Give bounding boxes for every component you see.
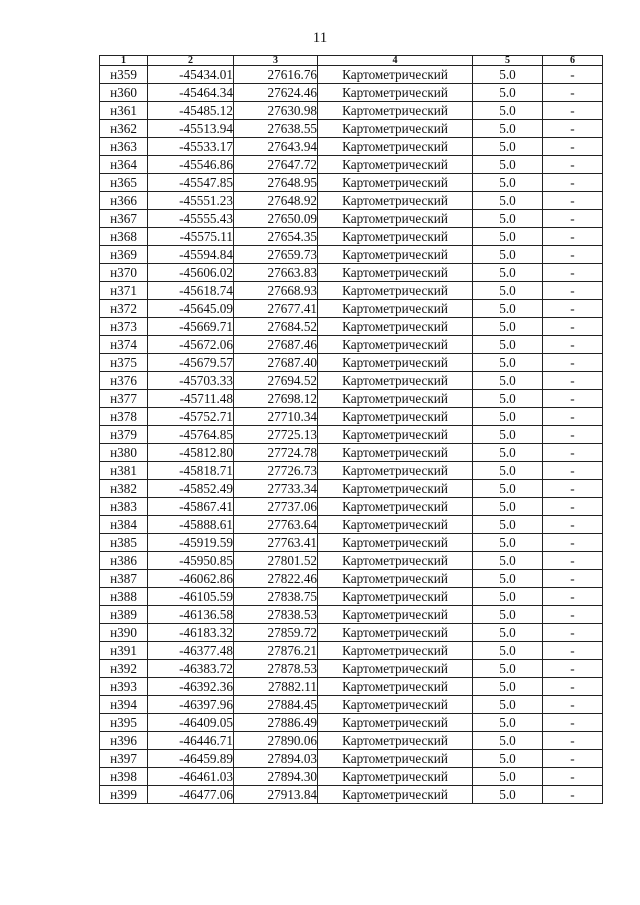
y-coordinate-cell: 27890.06 xyxy=(234,732,318,750)
accuracy-cell: 5.0 xyxy=(473,462,543,480)
note-cell: - xyxy=(543,246,603,264)
method-cell: Картометрический xyxy=(318,444,473,462)
x-coordinate-cell: -46105.59 xyxy=(148,588,234,606)
y-coordinate-cell: 27694.52 xyxy=(234,372,318,390)
y-coordinate-cell: 27668.93 xyxy=(234,282,318,300)
point-name-cell: н365 xyxy=(100,174,148,192)
x-coordinate-cell: -46183.32 xyxy=(148,624,234,642)
method-cell: Картометрический xyxy=(318,750,473,768)
method-cell: Картометрический xyxy=(318,462,473,480)
method-cell: Картометрический xyxy=(318,336,473,354)
header-col-5: 5 xyxy=(473,56,543,66)
table-body xyxy=(100,66,603,804)
point-name-cell: н388 xyxy=(100,588,148,606)
y-coordinate-cell: 27638.55 xyxy=(234,120,318,138)
table-row xyxy=(100,408,603,426)
x-coordinate-cell: -45434.01 xyxy=(148,66,234,84)
method-cell: Картометрический xyxy=(318,642,473,660)
table-row xyxy=(100,318,603,336)
x-coordinate-cell: -46136.58 xyxy=(148,606,234,624)
note-cell: - xyxy=(543,606,603,624)
y-coordinate-cell: 27822.46 xyxy=(234,570,318,588)
note-cell: - xyxy=(543,714,603,732)
method-cell: Картометрический xyxy=(318,480,473,498)
accuracy-cell: 5.0 xyxy=(473,534,543,552)
table-row xyxy=(100,642,603,660)
x-coordinate-cell: -45703.33 xyxy=(148,372,234,390)
x-coordinate-cell: -45513.94 xyxy=(148,120,234,138)
accuracy-cell: 5.0 xyxy=(473,372,543,390)
y-coordinate-cell: 27886.49 xyxy=(234,714,318,732)
point-name-cell: н391 xyxy=(100,642,148,660)
y-coordinate-cell: 27616.76 xyxy=(234,66,318,84)
table-row xyxy=(100,372,603,390)
y-coordinate-cell: 27838.75 xyxy=(234,588,318,606)
note-cell: - xyxy=(543,732,603,750)
point-name-cell: н377 xyxy=(100,390,148,408)
table-row xyxy=(100,534,603,552)
point-name-cell: н399 xyxy=(100,786,148,804)
table-row xyxy=(100,624,603,642)
y-coordinate-cell: 27710.34 xyxy=(234,408,318,426)
x-coordinate-cell: -45546.86 xyxy=(148,156,234,174)
table-row xyxy=(100,246,603,264)
note-cell: - xyxy=(543,408,603,426)
y-coordinate-cell: 27726.73 xyxy=(234,462,318,480)
accuracy-cell: 5.0 xyxy=(473,660,543,678)
point-name-cell: н370 xyxy=(100,264,148,282)
table-row xyxy=(100,498,603,516)
x-coordinate-cell: -46062.86 xyxy=(148,570,234,588)
note-cell: - xyxy=(543,372,603,390)
accuracy-cell: 5.0 xyxy=(473,444,543,462)
accuracy-cell: 5.0 xyxy=(473,210,543,228)
x-coordinate-cell: -45888.61 xyxy=(148,516,234,534)
point-name-cell: н373 xyxy=(100,318,148,336)
note-cell: - xyxy=(543,588,603,606)
method-cell: Картометрический xyxy=(318,264,473,282)
point-name-cell: н392 xyxy=(100,660,148,678)
y-coordinate-cell: 27737.06 xyxy=(234,498,318,516)
x-coordinate-cell: -45919.59 xyxy=(148,534,234,552)
method-cell: Картометрический xyxy=(318,570,473,588)
accuracy-cell: 5.0 xyxy=(473,156,543,174)
method-cell: Картометрический xyxy=(318,282,473,300)
coordinates-table xyxy=(99,55,603,804)
note-cell: - xyxy=(543,264,603,282)
x-coordinate-cell: -45547.85 xyxy=(148,174,234,192)
point-name-cell: н364 xyxy=(100,156,148,174)
accuracy-cell: 5.0 xyxy=(473,786,543,804)
y-coordinate-cell: 27894.03 xyxy=(234,750,318,768)
table-row xyxy=(100,300,603,318)
note-cell: - xyxy=(543,462,603,480)
x-coordinate-cell: -45950.85 xyxy=(148,552,234,570)
x-coordinate-cell: -45555.43 xyxy=(148,210,234,228)
accuracy-cell: 5.0 xyxy=(473,120,543,138)
page-number: 11 xyxy=(312,30,328,46)
point-name-cell: н363 xyxy=(100,138,148,156)
method-cell: Картометрический xyxy=(318,174,473,192)
x-coordinate-cell: -45594.84 xyxy=(148,246,234,264)
point-name-cell: н361 xyxy=(100,102,148,120)
method-cell: Картометрический xyxy=(318,300,473,318)
y-coordinate-cell: 27643.94 xyxy=(234,138,318,156)
table-row xyxy=(100,84,603,102)
table-row xyxy=(100,570,603,588)
point-name-cell: н393 xyxy=(100,678,148,696)
accuracy-cell: 5.0 xyxy=(473,606,543,624)
y-coordinate-cell: 27624.46 xyxy=(234,84,318,102)
point-name-cell: н382 xyxy=(100,480,148,498)
y-coordinate-cell: 27650.09 xyxy=(234,210,318,228)
y-coordinate-cell: 27724.78 xyxy=(234,444,318,462)
x-coordinate-cell: -45645.09 xyxy=(148,300,234,318)
note-cell: - xyxy=(543,624,603,642)
x-coordinate-cell: -46461.03 xyxy=(148,768,234,786)
x-coordinate-cell: -45575.11 xyxy=(148,228,234,246)
table-row xyxy=(100,552,603,570)
method-cell: Картометрический xyxy=(318,66,473,84)
table-row xyxy=(100,750,603,768)
note-cell: - xyxy=(543,480,603,498)
accuracy-cell: 5.0 xyxy=(473,768,543,786)
table-row xyxy=(100,588,603,606)
point-name-cell: н394 xyxy=(100,696,148,714)
x-coordinate-cell: -45818.71 xyxy=(148,462,234,480)
x-coordinate-cell: -45867.41 xyxy=(148,498,234,516)
table-row xyxy=(100,138,603,156)
table-row xyxy=(100,210,603,228)
x-coordinate-cell: -46397.96 xyxy=(148,696,234,714)
accuracy-cell: 5.0 xyxy=(473,696,543,714)
x-coordinate-cell: -46409.05 xyxy=(148,714,234,732)
header-col-1: 1 xyxy=(100,56,148,66)
note-cell: - xyxy=(543,498,603,516)
method-cell: Картометрический xyxy=(318,156,473,174)
accuracy-cell: 5.0 xyxy=(473,426,543,444)
accuracy-cell: 5.0 xyxy=(473,624,543,642)
point-name-cell: н385 xyxy=(100,534,148,552)
accuracy-cell: 5.0 xyxy=(473,192,543,210)
y-coordinate-cell: 27913.84 xyxy=(234,786,318,804)
point-name-cell: н371 xyxy=(100,282,148,300)
point-name-cell: н378 xyxy=(100,408,148,426)
table-row xyxy=(100,282,603,300)
accuracy-cell: 5.0 xyxy=(473,246,543,264)
point-name-cell: н398 xyxy=(100,768,148,786)
point-name-cell: н389 xyxy=(100,606,148,624)
note-cell: - xyxy=(543,552,603,570)
table-row xyxy=(100,174,603,192)
y-coordinate-cell: 27687.40 xyxy=(234,354,318,372)
table-row xyxy=(100,606,603,624)
accuracy-cell: 5.0 xyxy=(473,300,543,318)
point-name-cell: н386 xyxy=(100,552,148,570)
note-cell: - xyxy=(543,534,603,552)
y-coordinate-cell: 27698.12 xyxy=(234,390,318,408)
header-col-3: 3 xyxy=(234,56,318,66)
table-row xyxy=(100,786,603,804)
note-cell: - xyxy=(543,678,603,696)
point-name-cell: н379 xyxy=(100,426,148,444)
table-row xyxy=(100,714,603,732)
method-cell: Картометрический xyxy=(318,138,473,156)
point-name-cell: н395 xyxy=(100,714,148,732)
y-coordinate-cell: 27801.52 xyxy=(234,552,318,570)
y-coordinate-cell: 27884.45 xyxy=(234,696,318,714)
method-cell: Картометрический xyxy=(318,534,473,552)
note-cell: - xyxy=(543,336,603,354)
x-coordinate-cell: -45812.80 xyxy=(148,444,234,462)
note-cell: - xyxy=(543,156,603,174)
method-cell: Картометрический xyxy=(318,714,473,732)
y-coordinate-cell: 27677.41 xyxy=(234,300,318,318)
y-coordinate-cell: 27663.83 xyxy=(234,264,318,282)
method-cell: Картометрический xyxy=(318,678,473,696)
method-cell: Картометрический xyxy=(318,318,473,336)
x-coordinate-cell: -45464.34 xyxy=(148,84,234,102)
accuracy-cell: 5.0 xyxy=(473,264,543,282)
table-row xyxy=(100,102,603,120)
point-name-cell: н367 xyxy=(100,210,148,228)
accuracy-cell: 5.0 xyxy=(473,138,543,156)
accuracy-cell: 5.0 xyxy=(473,480,543,498)
note-cell: - xyxy=(543,120,603,138)
method-cell: Картометрический xyxy=(318,210,473,228)
x-coordinate-cell: -46377.48 xyxy=(148,642,234,660)
y-coordinate-cell: 27763.41 xyxy=(234,534,318,552)
method-cell: Картометрический xyxy=(318,246,473,264)
accuracy-cell: 5.0 xyxy=(473,282,543,300)
accuracy-cell: 5.0 xyxy=(473,642,543,660)
x-coordinate-cell: -46459.89 xyxy=(148,750,234,768)
point-name-cell: н383 xyxy=(100,498,148,516)
x-coordinate-cell: -45672.06 xyxy=(148,336,234,354)
note-cell: - xyxy=(543,642,603,660)
method-cell: Картометрический xyxy=(318,390,473,408)
note-cell: - xyxy=(543,750,603,768)
note-cell: - xyxy=(543,390,603,408)
accuracy-cell: 5.0 xyxy=(473,336,543,354)
accuracy-cell: 5.0 xyxy=(473,174,543,192)
method-cell: Картометрический xyxy=(318,516,473,534)
point-name-cell: н384 xyxy=(100,516,148,534)
table-row xyxy=(100,516,603,534)
x-coordinate-cell: -45711.48 xyxy=(148,390,234,408)
header-col-4: 4 xyxy=(318,56,473,66)
method-cell: Картометрический xyxy=(318,588,473,606)
note-cell: - xyxy=(543,84,603,102)
y-coordinate-cell: 27684.52 xyxy=(234,318,318,336)
table-row xyxy=(100,696,603,714)
note-cell: - xyxy=(543,138,603,156)
method-cell: Картометрический xyxy=(318,660,473,678)
point-name-cell: н381 xyxy=(100,462,148,480)
accuracy-cell: 5.0 xyxy=(473,732,543,750)
x-coordinate-cell: -46477.06 xyxy=(148,786,234,804)
method-cell: Картометрический xyxy=(318,606,473,624)
table-row xyxy=(100,390,603,408)
accuracy-cell: 5.0 xyxy=(473,390,543,408)
note-cell: - xyxy=(543,102,603,120)
note-cell: - xyxy=(543,696,603,714)
note-cell: - xyxy=(543,210,603,228)
point-name-cell: н387 xyxy=(100,570,148,588)
accuracy-cell: 5.0 xyxy=(473,570,543,588)
method-cell: Картометрический xyxy=(318,552,473,570)
table-row xyxy=(100,336,603,354)
method-cell: Картометрический xyxy=(318,696,473,714)
y-coordinate-cell: 27894.30 xyxy=(234,768,318,786)
table-row xyxy=(100,678,603,696)
point-name-cell: н380 xyxy=(100,444,148,462)
method-cell: Картометрический xyxy=(318,426,473,444)
point-name-cell: н369 xyxy=(100,246,148,264)
y-coordinate-cell: 27733.34 xyxy=(234,480,318,498)
table-row xyxy=(100,444,603,462)
y-coordinate-cell: 27878.53 xyxy=(234,660,318,678)
point-name-cell: н362 xyxy=(100,120,148,138)
y-coordinate-cell: 27648.92 xyxy=(234,192,318,210)
table-row xyxy=(100,354,603,372)
y-coordinate-cell: 27647.72 xyxy=(234,156,318,174)
point-name-cell: н366 xyxy=(100,192,148,210)
y-coordinate-cell: 27648.95 xyxy=(234,174,318,192)
method-cell: Картометрический xyxy=(318,354,473,372)
x-coordinate-cell: -46446.71 xyxy=(148,732,234,750)
x-coordinate-cell: -45551.23 xyxy=(148,192,234,210)
accuracy-cell: 5.0 xyxy=(473,552,543,570)
y-coordinate-cell: 27763.64 xyxy=(234,516,318,534)
y-coordinate-cell: 27725.13 xyxy=(234,426,318,444)
point-name-cell: н359 xyxy=(100,66,148,84)
note-cell: - xyxy=(543,768,603,786)
method-cell: Картометрический xyxy=(318,372,473,390)
table-row xyxy=(100,462,603,480)
y-coordinate-cell: 27630.98 xyxy=(234,102,318,120)
point-name-cell: н374 xyxy=(100,336,148,354)
note-cell: - xyxy=(543,282,603,300)
x-coordinate-cell: -45606.02 xyxy=(148,264,234,282)
y-coordinate-cell: 27882.11 xyxy=(234,678,318,696)
note-cell: - xyxy=(543,444,603,462)
note-cell: - xyxy=(543,354,603,372)
accuracy-cell: 5.0 xyxy=(473,516,543,534)
y-coordinate-cell: 27687.46 xyxy=(234,336,318,354)
point-name-cell: н396 xyxy=(100,732,148,750)
accuracy-cell: 5.0 xyxy=(473,588,543,606)
y-coordinate-cell: 27876.21 xyxy=(234,642,318,660)
accuracy-cell: 5.0 xyxy=(473,318,543,336)
x-coordinate-cell: -46392.36 xyxy=(148,678,234,696)
table-row xyxy=(100,732,603,750)
table-row xyxy=(100,426,603,444)
x-coordinate-cell: -46383.72 xyxy=(148,660,234,678)
point-name-cell: н390 xyxy=(100,624,148,642)
note-cell: - xyxy=(543,660,603,678)
note-cell: - xyxy=(543,174,603,192)
point-name-cell: н372 xyxy=(100,300,148,318)
y-coordinate-cell: 27838.53 xyxy=(234,606,318,624)
accuracy-cell: 5.0 xyxy=(473,84,543,102)
note-cell: - xyxy=(543,300,603,318)
y-coordinate-cell: 27654.35 xyxy=(234,228,318,246)
table-row xyxy=(100,120,603,138)
x-coordinate-cell: -45764.85 xyxy=(148,426,234,444)
header-col-2: 2 xyxy=(148,56,234,66)
accuracy-cell: 5.0 xyxy=(473,228,543,246)
table-header-row xyxy=(100,56,603,66)
note-cell: - xyxy=(543,228,603,246)
method-cell: Картометрический xyxy=(318,732,473,750)
point-name-cell: н397 xyxy=(100,750,148,768)
note-cell: - xyxy=(543,192,603,210)
note-cell: - xyxy=(543,66,603,84)
point-name-cell: н360 xyxy=(100,84,148,102)
accuracy-cell: 5.0 xyxy=(473,66,543,84)
x-coordinate-cell: -45852.49 xyxy=(148,480,234,498)
note-cell: - xyxy=(543,570,603,588)
table-row xyxy=(100,480,603,498)
table-row xyxy=(100,192,603,210)
y-coordinate-cell: 27859.72 xyxy=(234,624,318,642)
table-row xyxy=(100,660,603,678)
method-cell: Картометрический xyxy=(318,192,473,210)
method-cell: Картометрический xyxy=(318,102,473,120)
x-coordinate-cell: -45679.57 xyxy=(148,354,234,372)
note-cell: - xyxy=(543,426,603,444)
accuracy-cell: 5.0 xyxy=(473,714,543,732)
x-coordinate-cell: -45752.71 xyxy=(148,408,234,426)
point-name-cell: н375 xyxy=(100,354,148,372)
method-cell: Картометрический xyxy=(318,408,473,426)
x-coordinate-cell: -45669.71 xyxy=(148,318,234,336)
accuracy-cell: 5.0 xyxy=(473,354,543,372)
x-coordinate-cell: -45485.12 xyxy=(148,102,234,120)
method-cell: Картометрический xyxy=(318,786,473,804)
method-cell: Картометрический xyxy=(318,228,473,246)
accuracy-cell: 5.0 xyxy=(473,408,543,426)
note-cell: - xyxy=(543,516,603,534)
table-row xyxy=(100,768,603,786)
note-cell: - xyxy=(543,318,603,336)
y-coordinate-cell: 27659.73 xyxy=(234,246,318,264)
point-name-cell: н368 xyxy=(100,228,148,246)
note-cell: - xyxy=(543,786,603,804)
method-cell: Картометрический xyxy=(318,768,473,786)
point-name-cell: н376 xyxy=(100,372,148,390)
table-row xyxy=(100,264,603,282)
accuracy-cell: 5.0 xyxy=(473,498,543,516)
method-cell: Картометрический xyxy=(318,624,473,642)
accuracy-cell: 5.0 xyxy=(473,678,543,696)
table-row xyxy=(100,66,603,84)
accuracy-cell: 5.0 xyxy=(473,750,543,768)
accuracy-cell: 5.0 xyxy=(473,102,543,120)
method-cell: Картометрический xyxy=(318,84,473,102)
method-cell: Картометрический xyxy=(318,120,473,138)
method-cell: Картометрический xyxy=(318,498,473,516)
table-row xyxy=(100,156,603,174)
table-row xyxy=(100,228,603,246)
x-coordinate-cell: -45533.17 xyxy=(148,138,234,156)
x-coordinate-cell: -45618.74 xyxy=(148,282,234,300)
header-col-6: 6 xyxy=(543,56,603,66)
